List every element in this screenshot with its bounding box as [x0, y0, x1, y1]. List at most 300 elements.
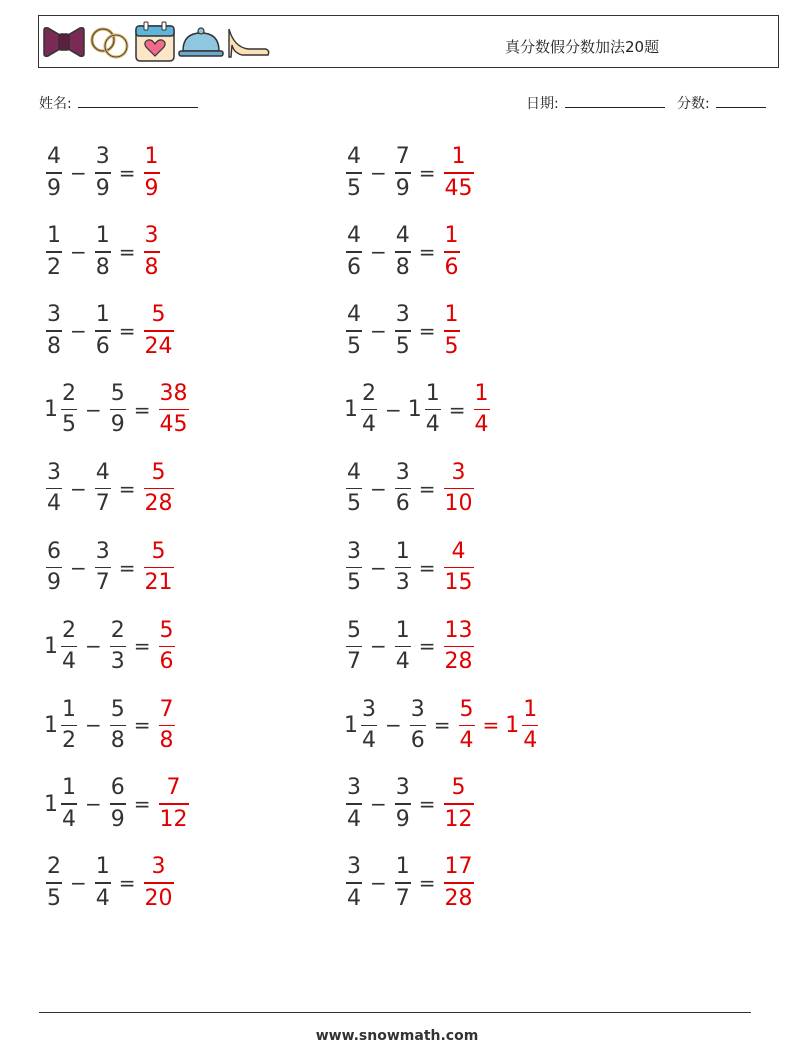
minus-sign: − [85, 792, 102, 817]
operand-a-numerator: 1 [62, 696, 76, 722]
answer-number [157, 775, 191, 833]
answer-numerator: 1 [474, 380, 489, 406]
answer [442, 539, 476, 597]
operand-b-numerator: 3 [395, 459, 410, 485]
operand-a-numerator: 3 [47, 459, 61, 485]
answer-fraction-bar [144, 488, 174, 490]
operand-a-fraction [61, 697, 77, 755]
minus-sign: − [370, 239, 387, 264]
operand-b-number [93, 144, 113, 202]
answer-denominator: 28 [144, 491, 173, 517]
minus-sign: − [85, 397, 102, 422]
name-field [39, 93, 198, 113]
operand-a-denominator: 5 [347, 491, 361, 517]
operand-b-numerator: 6 [110, 775, 125, 801]
answer-numerator: 17 [444, 854, 473, 880]
score-label: 分数: [677, 96, 710, 112]
answer [442, 775, 476, 833]
operand-a-number [344, 697, 379, 755]
operand-b-fraction [395, 775, 411, 833]
answer-number [142, 460, 176, 518]
operand-a-fraction [46, 539, 62, 597]
operand-b-denominator: 9 [395, 806, 410, 832]
operand-b-fraction-bar [395, 803, 411, 805]
operand-a-numerator: 3 [347, 854, 361, 880]
answer-number [442, 854, 476, 912]
problem-18 [344, 774, 476, 834]
operand-a-denominator: 4 [347, 885, 361, 911]
operand-a-number [44, 302, 64, 360]
date-field [526, 93, 665, 113]
operand-a-numerator: 4 [347, 459, 361, 485]
answer-numerator: 13 [444, 617, 473, 643]
operand-a-fraction [346, 539, 362, 597]
answer-fraction-bar [444, 172, 474, 174]
operand-a-fraction-bar [346, 882, 362, 884]
answer [157, 381, 191, 439]
operand-a-fraction-bar [61, 725, 77, 727]
operand-b-numerator: 4 [395, 223, 410, 249]
operand-a-numerator: 3 [347, 775, 361, 801]
answer-numerator: 1 [444, 302, 459, 328]
answer-denominator: 28 [444, 885, 473, 911]
minus-sign: − [70, 161, 87, 185]
operand-a-number [44, 144, 64, 202]
operand-b-fraction [95, 854, 111, 912]
equals-sign: = [133, 792, 151, 817]
footer-divider [39, 1012, 751, 1013]
operand-a-number [344, 223, 364, 281]
operand-a-fraction [346, 460, 362, 518]
operand-a-numerator: 2 [62, 617, 76, 643]
operand-b-number [393, 460, 413, 518]
operand-b-number [93, 539, 113, 597]
problem-11 [44, 538, 176, 598]
minus-sign: − [370, 161, 387, 185]
operand-b-denominator: 9 [110, 412, 125, 438]
problem-4 [344, 222, 462, 282]
answer-numerator: 5 [151, 302, 166, 328]
operand-b-number [408, 697, 428, 755]
operand-b-number [393, 223, 413, 281]
answer-mixed-denominator: 4 [523, 728, 538, 754]
problem-14 [344, 616, 476, 676]
answer [157, 775, 191, 833]
answer-denominator: 10 [444, 491, 473, 517]
answer-denominator: 4 [459, 728, 474, 754]
operand-a-number [344, 539, 364, 597]
answer-denominator: 6 [444, 254, 459, 280]
problem-19 [44, 853, 176, 913]
operand-a-whole: 1 [344, 712, 358, 738]
name-blank[interactable] [78, 94, 198, 108]
operand-a-fraction-bar [61, 803, 77, 805]
operand-b-fraction-bar [410, 725, 426, 727]
high-heel-icon [226, 25, 270, 59]
answer-mixed-whole: 1 [505, 712, 520, 738]
operand-a-fraction [46, 223, 62, 281]
operand-a-numerator: 4 [347, 302, 361, 328]
equals-sign: = [418, 792, 436, 817]
date-blank[interactable] [565, 94, 665, 108]
operand-b-denominator: 9 [395, 175, 410, 201]
problem-1 [44, 143, 162, 203]
calendar-heart-icon [134, 21, 176, 63]
answer-fraction [444, 854, 474, 912]
answer-denominator: 12 [159, 806, 188, 832]
operand-a-fraction-bar [61, 646, 77, 648]
operand-a-numerator: 3 [362, 696, 376, 722]
answer-denominator: 20 [144, 885, 173, 911]
answer-number [457, 697, 477, 755]
minus-sign: − [370, 318, 387, 343]
operand-b-fraction-bar [395, 251, 411, 253]
minus-sign: − [385, 397, 402, 422]
operand-a-numerator: 3 [347, 538, 361, 564]
footer-url: www.snowmath.com [315, 1028, 479, 1044]
operand-b-fraction-bar [95, 330, 111, 332]
operand-b-fraction-bar [395, 567, 411, 569]
date-label: 日期: [526, 96, 559, 112]
operand-b-fraction [395, 460, 411, 518]
answer-fraction-bar [159, 646, 175, 648]
answer-numerator: 1 [144, 144, 159, 170]
operand-a-fraction [46, 460, 62, 518]
operand-a-numerator: 2 [62, 380, 76, 406]
answer-fraction-bar [444, 646, 474, 648]
operand-b-fraction [95, 460, 111, 518]
answer-number [142, 144, 162, 202]
operand-b-fraction-bar [110, 646, 126, 648]
operand-b-numerator: 3 [395, 302, 410, 328]
equals-sign: = [133, 634, 151, 659]
operand-b-denominator: 8 [95, 254, 110, 280]
operand-b-denominator: 5 [395, 333, 410, 359]
operand-b-fraction [110, 697, 126, 755]
operand-b-fraction-bar [395, 330, 411, 332]
operand-b-numerator: 7 [395, 144, 410, 170]
minus-sign: − [85, 634, 102, 659]
equals-sign: = [118, 476, 136, 501]
answer-numerator: 3 [451, 459, 466, 485]
operand-b-fraction [110, 618, 126, 676]
answer-fraction-bar [474, 409, 490, 411]
answer-fraction [459, 697, 475, 755]
answer [157, 697, 177, 755]
operand-b-number [108, 775, 128, 833]
operand-b-fraction [110, 775, 126, 833]
operand-a-numerator: 2 [47, 854, 61, 880]
answer-denominator: 12 [444, 806, 473, 832]
operand-a-whole: 1 [44, 712, 58, 738]
operand-a-denominator: 5 [47, 885, 61, 911]
operand-a-denominator: 4 [62, 649, 76, 675]
answer-denominator: 28 [444, 649, 473, 675]
operand-b-number [93, 460, 113, 518]
operand-b-numerator: 1 [95, 223, 110, 249]
operand-b-fraction-bar [95, 567, 111, 569]
answer-numerator: 4 [451, 538, 466, 564]
operand-a-fraction-bar [346, 172, 362, 174]
operand-a-fraction-bar [346, 330, 362, 332]
answer-mixed-fraction-bar [522, 725, 538, 727]
answer-number [472, 381, 492, 439]
problem-12 [344, 538, 476, 598]
operand-b-number [93, 854, 113, 912]
answer-fraction-bar [444, 567, 474, 569]
bowtie-icon [42, 25, 86, 59]
operand-a-fraction [46, 302, 62, 360]
operand-a-denominator: 4 [362, 728, 376, 754]
operand-a-number [44, 775, 79, 833]
operand-a-whole: 1 [44, 633, 58, 659]
operand-a-fraction-bar [361, 725, 377, 727]
minus-sign: − [70, 871, 87, 896]
answer-fraction-bar [159, 803, 189, 805]
problem-20 [344, 853, 476, 913]
operand-a-numerator: 4 [347, 144, 361, 170]
operand-a-fraction [346, 223, 362, 281]
operand-b-denominator: 6 [95, 333, 110, 359]
answer-fraction-bar [444, 488, 474, 490]
problem-15 [44, 695, 177, 755]
operand-a-number [344, 460, 364, 518]
operand-b-denominator: 8 [395, 254, 410, 280]
answer-mixed-number [505, 697, 540, 755]
answer [142, 144, 162, 202]
operand-a-number [44, 697, 79, 755]
operand-b-number [393, 144, 413, 202]
operand-b-fraction [395, 854, 411, 912]
operand-a-fraction [61, 618, 77, 676]
answer-fraction-bar [144, 172, 160, 174]
minus-sign: − [370, 555, 387, 580]
answer [157, 618, 177, 676]
operand-a-numerator: 5 [347, 617, 361, 643]
operand-a-fraction-bar [46, 172, 62, 174]
operand-a-numerator: 1 [47, 223, 61, 249]
equals-sign: = [418, 318, 436, 343]
operand-a-number [344, 854, 364, 912]
minus-sign: − [370, 476, 387, 501]
equals-sign: = [418, 239, 436, 264]
answer [457, 697, 541, 755]
operand-b-fraction [95, 539, 111, 597]
operand-b-denominator: 6 [395, 491, 410, 517]
score-field [677, 93, 766, 113]
operand-a-fraction [346, 854, 362, 912]
operand-b-fraction [395, 302, 411, 360]
answer-fraction [444, 223, 460, 281]
answer-fraction [444, 775, 474, 833]
answer-fraction [444, 618, 474, 676]
minus-sign: − [370, 792, 387, 817]
answer-number [142, 223, 162, 281]
equals-sign: = [418, 634, 436, 659]
operand-b-fraction [95, 144, 111, 202]
operand-b-numerator: 1 [95, 302, 110, 328]
operand-b-denominator: 3 [395, 570, 410, 596]
operand-a-number [44, 460, 64, 518]
equals-sign: = [118, 871, 136, 896]
operand-a-denominator: 9 [47, 175, 61, 201]
answer-fraction-bar [444, 803, 474, 805]
operand-b-fraction [110, 381, 126, 439]
answer-number [142, 302, 176, 360]
answer-numerator: 1 [451, 144, 466, 170]
operand-b-fraction-bar [395, 488, 411, 490]
answer-fraction [144, 854, 174, 912]
operand-a-fraction-bar [346, 488, 362, 490]
answer-numerator: 1 [444, 223, 459, 249]
operand-a-numerator: 3 [47, 302, 61, 328]
answer [142, 539, 176, 597]
operand-b-fraction-bar [110, 725, 126, 727]
operand-b-fraction [425, 381, 441, 439]
answer-fraction-bar [144, 882, 174, 884]
answer [442, 460, 476, 518]
answer-numerator: 38 [159, 380, 188, 406]
operand-a-fraction-bar [346, 803, 362, 805]
problem-17 [44, 774, 191, 834]
answer-fraction-bar [144, 330, 174, 332]
operand-b-fraction-bar [425, 409, 441, 411]
operand-a-denominator: 7 [347, 649, 361, 675]
answer-fraction [159, 618, 175, 676]
operand-a-fraction-bar [46, 488, 62, 490]
header-box [38, 15, 779, 68]
operand-b-number [108, 381, 128, 439]
operand-b-numerator: 5 [110, 696, 125, 722]
operand-a-denominator: 2 [62, 728, 76, 754]
answer-number [442, 460, 476, 518]
operand-a-fraction-bar [46, 251, 62, 253]
problem-8 [344, 380, 492, 440]
answer-numerator: 7 [159, 696, 174, 722]
problem-10 [344, 459, 476, 519]
operand-b-denominator: 7 [395, 885, 410, 911]
operand-a-number [44, 539, 64, 597]
answer-denominator: 4 [474, 412, 489, 438]
operand-a-number [344, 381, 379, 439]
minus-sign: − [70, 476, 87, 501]
operand-b-number [93, 302, 113, 360]
answer-fraction-bar [444, 330, 460, 332]
answer-fraction [159, 697, 175, 755]
equals-sign: = [418, 871, 436, 896]
answer-fraction-bar [144, 567, 174, 569]
operand-b-numerator: 3 [410, 696, 425, 722]
score-blank[interactable] [716, 94, 766, 108]
operand-b-fraction-bar [395, 646, 411, 648]
operand-b-whole: 1 [407, 397, 422, 423]
operand-b-number [393, 302, 413, 360]
problem-16 [344, 695, 540, 755]
equals-sign: = [118, 318, 136, 343]
answer-denominator: 45 [159, 412, 188, 438]
answer-number [442, 223, 462, 281]
operand-b-fraction [410, 697, 426, 755]
operand-a-fraction-bar [46, 567, 62, 569]
answer [442, 144, 476, 202]
operand-b-denominator: 7 [95, 491, 110, 517]
answer [142, 223, 162, 281]
answer-numerator: 3 [151, 854, 166, 880]
operand-b-number [393, 539, 413, 597]
operand-b-fraction-bar [395, 882, 411, 884]
answer-denominator: 15 [444, 570, 473, 596]
operand-a-denominator: 5 [347, 333, 361, 359]
operand-a-numerator: 2 [362, 380, 376, 406]
operand-a-denominator: 5 [347, 570, 361, 596]
operand-a-number [344, 302, 364, 360]
answer-fraction-bar [444, 882, 474, 884]
operand-b-number [393, 854, 413, 912]
operand-b-fraction-bar [95, 251, 111, 253]
operand-b-fraction [395, 539, 411, 597]
equals-sign: = [418, 476, 436, 501]
minus-sign: − [70, 555, 87, 580]
operand-b-numerator: 4 [95, 459, 110, 485]
minus-sign: − [385, 713, 402, 738]
equals-sign: = [418, 161, 436, 185]
answer-denominator: 8 [159, 728, 174, 754]
answer-number [442, 302, 462, 360]
cloche-icon [178, 25, 224, 59]
operand-b-number [393, 775, 413, 833]
answer-numerator: 5 [151, 538, 166, 564]
operand-b-number [108, 697, 128, 755]
operand-b-denominator: 4 [395, 649, 410, 675]
answer [472, 381, 492, 439]
operand-b-fraction-bar [95, 882, 111, 884]
answer-fraction-bar [159, 725, 175, 727]
operand-a-denominator: 4 [347, 806, 361, 832]
answer-fraction [444, 460, 474, 518]
equals-sign: = [448, 397, 466, 422]
minus-sign: − [70, 318, 87, 343]
operand-a-number [44, 618, 79, 676]
operand-a-denominator: 4 [62, 806, 76, 832]
operand-a-fraction [346, 775, 362, 833]
operand-b-fraction [395, 144, 411, 202]
operand-b-number [93, 223, 113, 281]
answer-fraction [144, 302, 174, 360]
operand-b-denominator: 4 [95, 885, 110, 911]
equals-sign: = [433, 713, 451, 738]
answer [142, 302, 176, 360]
operand-b-numerator: 3 [395, 775, 410, 801]
equals-sign: = [133, 713, 151, 738]
answer-number [142, 854, 176, 912]
operand-b-fraction-bar [95, 172, 111, 174]
operand-b-denominator: 9 [110, 806, 125, 832]
operand-b-fraction [95, 302, 111, 360]
answer-fraction-bar [444, 251, 460, 253]
operand-b-numerator: 1 [395, 854, 410, 880]
equals-sign: = [118, 161, 136, 185]
operand-a-number [344, 144, 364, 202]
operand-a-denominator: 6 [347, 254, 361, 280]
minus-sign: − [70, 239, 87, 264]
operand-b-denominator: 3 [110, 649, 125, 675]
answer-numerator: 5 [159, 617, 174, 643]
answer-fraction [444, 144, 474, 202]
answer [142, 460, 176, 518]
worksheet-title: 真分数假分数加法20题 [505, 38, 660, 56]
answer-fraction [159, 381, 189, 439]
operand-b-fraction-bar [110, 803, 126, 805]
